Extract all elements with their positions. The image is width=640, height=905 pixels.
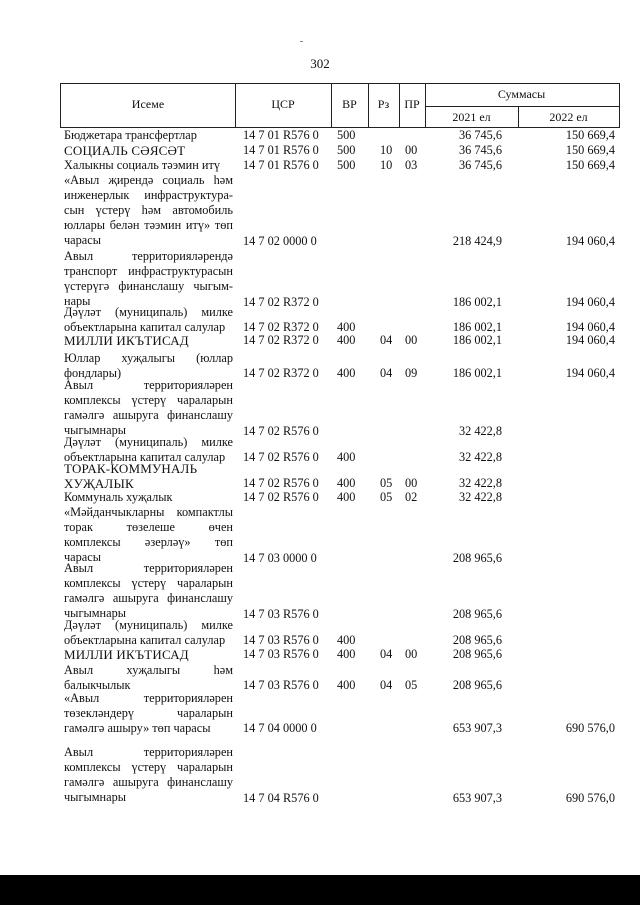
row-name-line: чыгымнары xyxy=(64,423,126,437)
row-vr: 400 xyxy=(337,320,356,334)
row-name-line: МИЛЛИ ИКЪТИСАД xyxy=(64,333,189,348)
row-vr: 400 xyxy=(337,647,356,661)
row-rz: 05 xyxy=(380,476,393,490)
row-csr: 14 7 01 R576 0 xyxy=(243,128,319,142)
row-csr: 14 7 01 R576 0 xyxy=(243,158,319,172)
header-year-2021: 2021 ел xyxy=(452,110,491,124)
row-name-line: «Авыл территорияләрен xyxy=(64,691,233,705)
row-name-line: гамәлгә ашыру» төп чарасы xyxy=(64,721,211,735)
row-name-line: СОЦИАЛЬ СӘЯСӘТ xyxy=(64,143,186,158)
row-vr: 400 xyxy=(337,333,356,347)
row-name-line: инженерлык инфраструктура- xyxy=(64,188,233,202)
row-name-line: комплексы әзерләү» төп xyxy=(64,535,233,549)
header-pr: ПР xyxy=(404,97,420,111)
row-name-line: Юллар хуҗалыгы (юллар xyxy=(64,351,233,365)
row-vr: 400 xyxy=(337,633,356,647)
row-rz: 04 xyxy=(380,647,393,661)
row-name-line: фондлары) xyxy=(64,366,122,380)
row-name-line: юллары белән тәэмин итү» төп xyxy=(64,218,233,232)
row-name-line: Авыл территорияләрен xyxy=(64,561,233,575)
row-name-line: объектларына капитал салулар xyxy=(64,633,226,647)
header-year-2022: 2022 ел xyxy=(549,110,588,124)
header-name: Исеме xyxy=(131,97,165,111)
row-sum-2022: 194 060,4 xyxy=(565,366,615,380)
row-name-line: гамәлгә ашыруга финанслашу xyxy=(64,591,233,605)
row-pr: 02 xyxy=(405,490,418,504)
row-vr: 400 xyxy=(337,476,356,490)
row-csr: 14 7 02 R372 0 xyxy=(243,333,319,347)
row-name-line: МИЛЛИ ИКЪТИСАД xyxy=(64,647,189,662)
row-pr: 03 xyxy=(405,158,418,172)
row-name-line: чыгымнары xyxy=(64,790,126,804)
row-sum-2021: 186 002,1 xyxy=(452,295,502,309)
row-csr: 14 7 03 0000 0 xyxy=(243,551,317,565)
row-csr: 14 7 04 0000 0 xyxy=(243,721,317,735)
row-name xyxy=(64,490,233,505)
row-name-line: төзекләндерү чараларын xyxy=(64,706,233,720)
row-sum-2022: 690 576,0 xyxy=(565,721,615,735)
row-sum-2021: 32 422,8 xyxy=(458,424,502,438)
row-pr: 00 xyxy=(405,143,418,157)
page-number: 302 xyxy=(310,56,330,71)
row-sum-2021: 208 965,6 xyxy=(452,647,502,661)
row-name xyxy=(64,249,233,309)
row-sum-2021: 208 965,6 xyxy=(452,551,502,565)
row-name-line: Авыл территорияләрен xyxy=(64,378,233,392)
header-rz: Рз xyxy=(377,97,390,111)
row-rz: 04 xyxy=(380,333,393,347)
row-sum-2021: 208 965,6 xyxy=(452,607,502,621)
row-csr: 14 7 01 R576 0 xyxy=(243,143,319,157)
row-name-line: үстерүгә финанслашу чыгым- xyxy=(64,279,233,293)
row-name-line: ТОРАК-КОММУНАЛЬ xyxy=(64,461,198,476)
scan-speck xyxy=(300,41,303,42)
header-sums: Суммасы xyxy=(497,87,546,101)
row-csr: 14 7 02 R372 0 xyxy=(243,366,319,380)
row-name xyxy=(64,128,233,143)
row-name-line: чыгымнары xyxy=(64,606,126,620)
row-sum-2021: 36 745,6 xyxy=(458,143,502,157)
header-csr: ЦСР xyxy=(271,97,295,111)
row-csr: 14 7 02 R372 0 xyxy=(243,320,319,334)
row-name xyxy=(64,505,233,565)
row-sum-2021: 208 965,6 xyxy=(452,678,502,692)
row-sum-2021: 36 745,6 xyxy=(458,128,502,142)
row-vr: 400 xyxy=(337,490,356,504)
row-sum-2021: 208 965,6 xyxy=(452,633,502,647)
row-name xyxy=(64,561,233,621)
row-vr: 400 xyxy=(337,678,356,692)
row-name-line: Авыл территорияләрендә xyxy=(64,249,233,263)
row-name-line: Авыл территорияләрен xyxy=(64,745,233,759)
row-name-line: «Мәйданчыкларны компактлы xyxy=(64,505,233,519)
row-rz: 04 xyxy=(380,678,393,692)
row-rz: 05 xyxy=(380,490,393,504)
row-csr: 14 7 02 R372 0 xyxy=(243,295,319,309)
row-name xyxy=(64,173,233,248)
row-sum-2022: 194 060,4 xyxy=(565,295,615,309)
row-pr: 05 xyxy=(405,678,418,692)
row-name xyxy=(64,691,233,736)
header-vr: ВР xyxy=(342,97,357,111)
row-vr: 400 xyxy=(337,450,356,464)
row-name-line: сын үстерү һәм автомобиль xyxy=(64,203,233,217)
row-csr: 14 7 04 R576 0 xyxy=(243,791,319,805)
row-name-line: объектларына капитал салулар xyxy=(64,320,226,334)
row-sum-2022: 194 060,4 xyxy=(565,234,615,248)
row-name-line: комплексы үстерү чараларын xyxy=(64,393,233,407)
row-name xyxy=(64,647,233,662)
row-sum-2021: 186 002,1 xyxy=(452,333,502,347)
row-sum-2021: 653 907,3 xyxy=(452,791,502,805)
row-csr: 14 7 02 R576 0 xyxy=(243,490,319,504)
row-name-line: транспорт инфраструктурасын xyxy=(64,264,233,278)
row-name-line: гамәлгә ашыруга финанслашу xyxy=(64,775,233,789)
row-name xyxy=(64,158,233,173)
row-sum-2021: 32 422,8 xyxy=(458,476,502,490)
row-sum-2021: 36 745,6 xyxy=(458,158,502,172)
row-sum-2021: 653 907,3 xyxy=(452,721,502,735)
row-sum-2022: 194 060,4 xyxy=(565,333,615,347)
scan-border xyxy=(0,875,640,905)
row-csr: 14 7 03 R576 0 xyxy=(243,607,319,621)
row-csr: 14 7 02 R576 0 xyxy=(243,450,319,464)
row-sum-2021: 32 422,8 xyxy=(458,450,502,464)
row-vr: 500 xyxy=(337,143,356,157)
row-csr: 14 7 03 R576 0 xyxy=(243,678,319,692)
row-csr: 14 7 03 R576 0 xyxy=(243,647,319,661)
row-pr: 00 xyxy=(405,476,418,490)
row-csr: 14 7 02 R576 0 xyxy=(243,424,319,438)
row-sum-2022: 150 669,4 xyxy=(565,143,615,157)
row-pr: 09 xyxy=(405,366,418,380)
row-vr: 500 xyxy=(337,128,356,142)
row-name-line: Дәүләт (муниципаль) милке xyxy=(64,305,233,319)
row-rz: 10 xyxy=(380,158,393,172)
row-sum-2022: 194 060,4 xyxy=(565,320,615,334)
row-name-line: Дәүләт (муниципаль) милке xyxy=(64,435,233,449)
row-sum-2022: 690 576,0 xyxy=(565,791,615,805)
row-name xyxy=(64,618,233,648)
row-name-line: Коммуналь хуҗалык xyxy=(64,490,173,504)
row-rz: 04 xyxy=(380,366,393,380)
row-csr: 14 7 03 R576 0 xyxy=(243,633,319,647)
row-csr: 14 7 02 0000 0 xyxy=(243,234,317,248)
row-name-line: гамәлгә ашыруга финанслашу xyxy=(64,408,233,422)
row-name-line: нары xyxy=(64,294,91,308)
row-name-line: Бюджетара трансфертлар xyxy=(64,128,197,142)
row-name-line: комплексы үстерү чараларын xyxy=(64,576,233,590)
row-name-line: Дәүләт (муниципаль) милке xyxy=(64,618,233,632)
row-name xyxy=(64,378,233,438)
row-name xyxy=(64,745,233,805)
row-name xyxy=(64,663,233,693)
row-sum-2021: 218 424,9 xyxy=(452,234,502,248)
row-name-line: объектларына капитал салулар xyxy=(64,450,226,464)
row-sum-2022: 150 669,4 xyxy=(565,158,615,172)
row-name xyxy=(64,351,233,381)
row-name-line: чарасы xyxy=(64,550,101,564)
row-name-line: торак төзелеше өчен xyxy=(64,520,233,534)
row-name-line: балыкчылык xyxy=(64,678,131,692)
row-name xyxy=(64,333,233,348)
row-rz: 10 xyxy=(380,143,393,157)
row-name xyxy=(64,143,233,158)
row-pr: 00 xyxy=(405,333,418,347)
row-name xyxy=(64,461,233,491)
row-vr: 500 xyxy=(337,158,356,172)
table-header xyxy=(60,83,620,128)
row-sum-2021: 186 002,1 xyxy=(452,320,502,334)
row-name-line: чарасы xyxy=(64,233,101,247)
row-csr: 14 7 02 R576 0 xyxy=(243,476,319,490)
row-vr: 400 xyxy=(337,366,356,380)
row-sum-2022: 150 669,4 xyxy=(565,128,615,142)
row-name-line: Авыл хуҗалыгы һәм xyxy=(64,663,233,677)
row-name-line: Халыкны социаль тәэмин итү xyxy=(64,158,221,172)
row-sum-2021: 32 422,8 xyxy=(458,490,502,504)
row-sum-2021: 186 002,1 xyxy=(452,366,502,380)
row-pr: 00 xyxy=(405,647,418,661)
row-name-line: комплексы үстерү чараларын xyxy=(64,760,233,774)
row-name-line: ХУҖАЛЫК xyxy=(64,476,134,491)
row-name xyxy=(64,305,233,335)
row-name-line: «Авыл җирендә социаль һәм xyxy=(64,173,233,187)
